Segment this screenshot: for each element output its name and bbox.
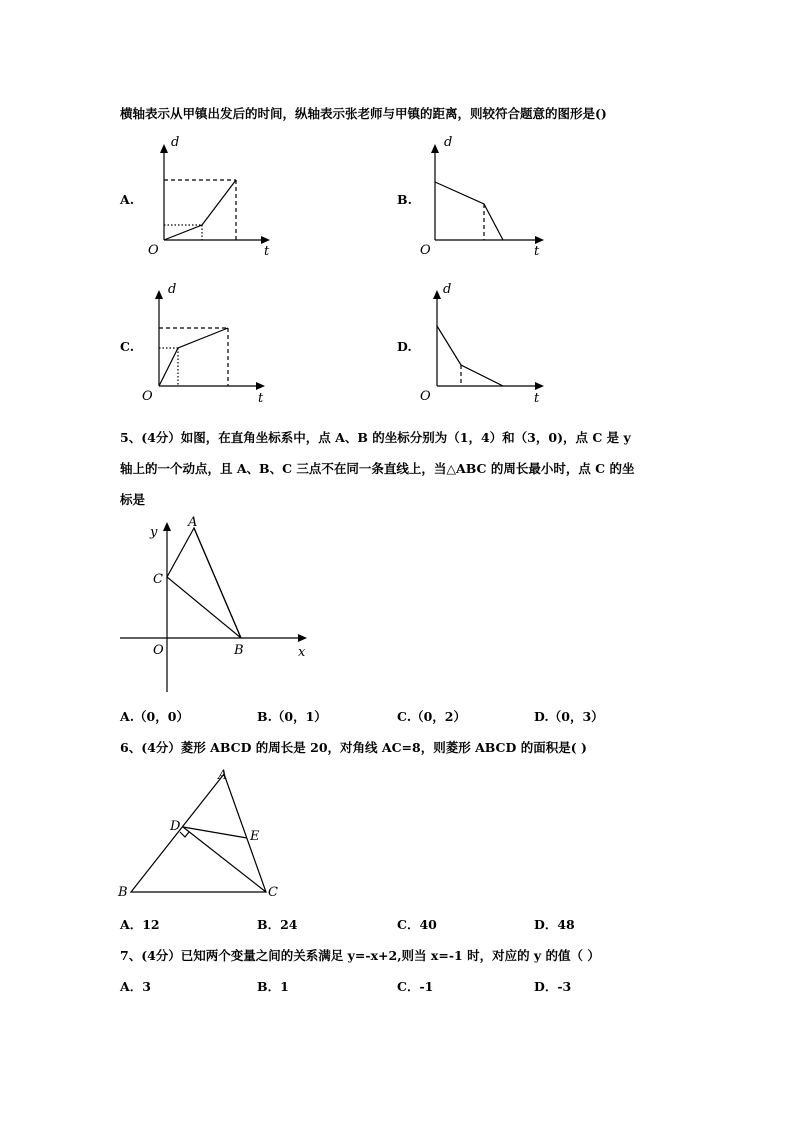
q6-option-a: A．12 bbox=[120, 917, 160, 932]
q6-label-c: C bbox=[268, 885, 278, 900]
q6-option-d: D．48 bbox=[534, 917, 575, 932]
q4c-axis-d: d bbox=[168, 282, 177, 297]
q6-text: 6、(4分）菱形 ABCD 的周长是 20，对角线 AC=8，则菱形 ABCD 的面积是( ) bbox=[120, 740, 587, 755]
q6-option-b: B．24 bbox=[257, 917, 298, 932]
q6-label-d: D bbox=[170, 819, 181, 834]
q7-option-c: C．-1 bbox=[397, 979, 434, 994]
q5-label-x: x bbox=[298, 645, 306, 660]
q4-option-b-label: B. bbox=[397, 192, 412, 207]
q4-graph-a bbox=[140, 130, 280, 265]
q4a-axis-d: d bbox=[171, 135, 180, 150]
q5-option-a: A.（0，0） bbox=[120, 709, 189, 724]
q4b-axis-d: d bbox=[444, 135, 453, 150]
q5-label-o: O bbox=[153, 643, 164, 658]
q4d-axis-t: t bbox=[534, 391, 540, 406]
q4-text: 横轴表示从甲镇出发后的时间，纵轴表示张老师与甲镇的距离，则较符合题意的图形是() bbox=[120, 106, 607, 121]
q6-label-b: B bbox=[118, 885, 128, 900]
q6-rhombus-figure bbox=[110, 762, 290, 902]
q4d-origin: O bbox=[420, 389, 431, 404]
q7-option-a: A．3 bbox=[120, 979, 151, 994]
q4a-origin: O bbox=[148, 243, 159, 258]
q4-graph-b bbox=[414, 130, 554, 265]
q6-option-c: C．40 bbox=[397, 917, 437, 932]
q4c-origin: O bbox=[142, 389, 153, 404]
q5-option-c: C.（0，2） bbox=[397, 709, 466, 724]
q5-label-b: B bbox=[234, 643, 244, 658]
q6-label-e: E bbox=[250, 829, 260, 844]
q4a-axis-t: t bbox=[264, 244, 270, 259]
q5-text-line-2: 轴上的一个动点，且 A、B、C 三点不在同一条直线上，当△ABC 的周长最小时，点 C 的坐 bbox=[120, 461, 635, 476]
q5-label-y: y bbox=[150, 525, 158, 540]
q7-text: 7、(4分）已知两个变量之间的关系满足 y=-x+2,则当 x=-1 时，对应的 y 的值（ ） bbox=[120, 948, 600, 963]
q5-text-line-1: 5、(4分）如图，在直角坐标系中，点 A、B 的坐标分别为（1，4）和（3，0)，点 C 是 y bbox=[120, 430, 631, 445]
q4-option-a-label: A. bbox=[120, 192, 135, 207]
q4-graph-d bbox=[414, 276, 554, 411]
q4c-axis-t: t bbox=[258, 391, 264, 406]
q7-option-d: D．-3 bbox=[534, 979, 572, 994]
q5-label-a: A bbox=[188, 515, 198, 530]
q4b-origin: O bbox=[420, 243, 431, 258]
q5-text-line-3: 标是 bbox=[120, 492, 146, 507]
q6-label-a: A bbox=[218, 768, 228, 783]
q4d-axis-d: d bbox=[443, 282, 452, 297]
q5-option-b: B.（0，1） bbox=[257, 709, 327, 724]
q5-label-c: C bbox=[153, 572, 163, 587]
q7-option-b: B．1 bbox=[257, 979, 289, 994]
q5-coordinate-figure bbox=[110, 510, 320, 700]
q4b-axis-t: t bbox=[534, 244, 540, 259]
q4-option-c-label: C. bbox=[120, 339, 135, 354]
q4-graph-c bbox=[140, 276, 280, 411]
q5-option-d: D.（0，3） bbox=[534, 709, 604, 724]
q4-option-d-label: D. bbox=[397, 339, 412, 354]
